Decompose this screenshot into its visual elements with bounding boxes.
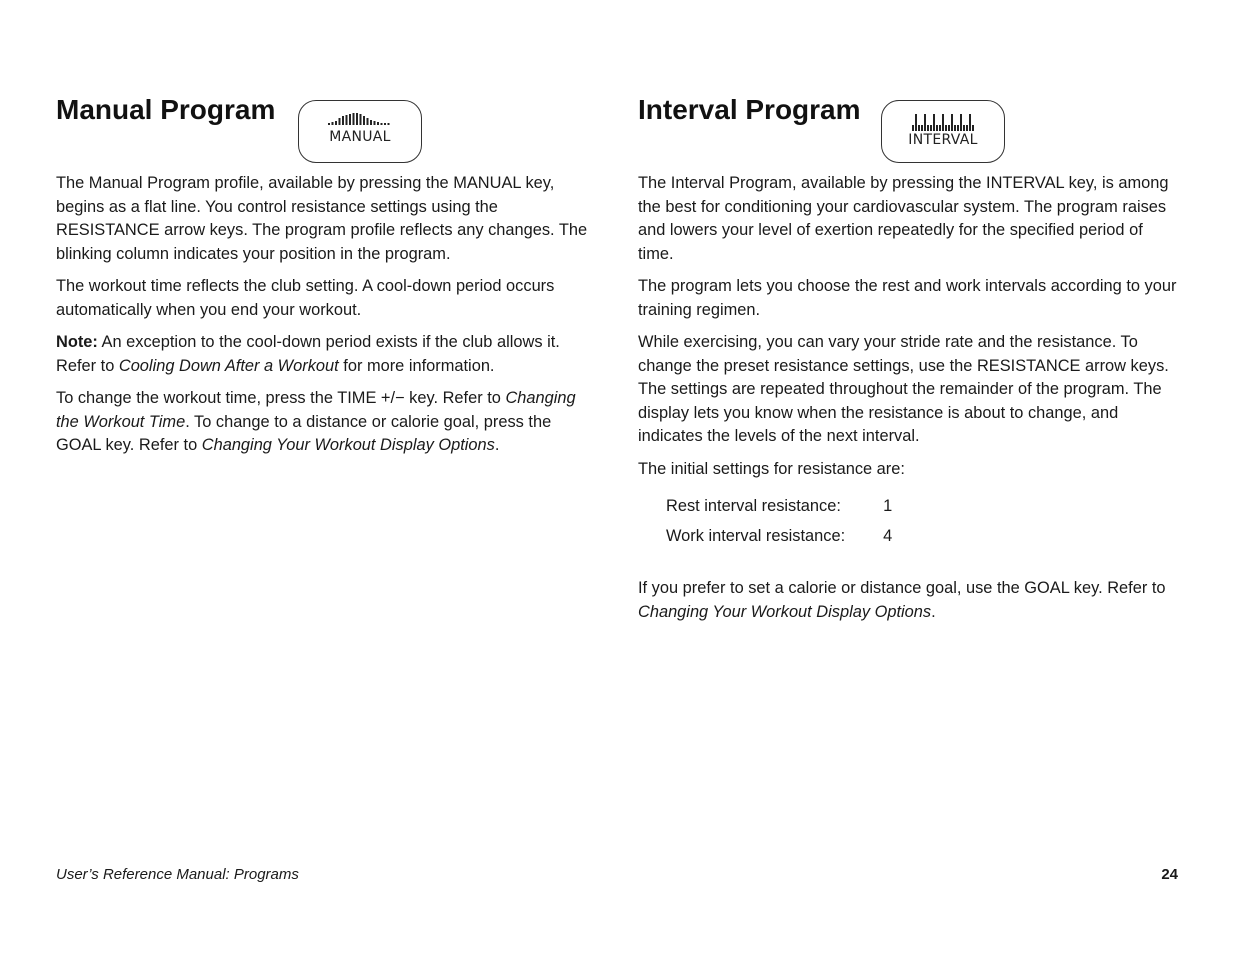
interval-program-header <box>638 94 1178 172</box>
interval-paragraph-3: While exercising, you can vary your stride rate and the resistance. To change the preset resistance settings, use the RESISTANCE arrow keys. The settings are repeated throughout the remainder of the program. The display lets you know when the resistance is about to change, and indicates the levels of the next interval. <box>638 333 1169 445</box>
manual-profile-icon <box>325 111 395 127</box>
setting-value: 1 <box>883 497 893 515</box>
setting-label: Work interval resistance: <box>666 527 846 545</box>
interval-program-section <box>638 94 1178 633</box>
time-instruction: To change the workout time, press the TIME +/− key. Refer to <box>56 389 506 407</box>
interval-paragraph-2: The program lets you choose the rest and work intervals according to your training regimen. <box>638 277 1177 319</box>
goal-instruction: . To change to a distance or calorie goal, press the GOAL key. Refer to <box>56 412 552 454</box>
paragraph-end: . <box>931 602 936 621</box>
resistance-settings-table <box>666 495 892 555</box>
manual-note-paragraph <box>56 331 596 378</box>
manual-paragraph-2: The workout time reflects the club setting. A cool-down period occurs automatically when you end your workout. <box>56 277 555 319</box>
display-options-reference: Changing Your Workout Display Options <box>201 436 495 454</box>
manual-program-section <box>56 94 596 467</box>
manual-paragraph-1: The Manual Program profile, available by pressing the MANUAL key, begins as a flat line. You control resistance settings using the RESISTANCE arrow keys. The program profile reflects any changes. The blinking column indicates your position in the program. <box>56 174 588 263</box>
interval-key-label: INTERVAL <box>908 132 978 148</box>
manual-key-label: MANUAL <box>329 129 391 145</box>
note-text: An exception to the cool-down period exists if the club allows it. Refer to <box>56 333 560 375</box>
page-number: 24 <box>1161 866 1178 883</box>
manual-key-graphic <box>298 100 422 163</box>
note-end: for more information. <box>338 356 495 375</box>
cooling-down-reference: Cooling Down After a Workout <box>118 356 339 375</box>
goal-instruction: If you prefer to set a calorie or distance goal, use the GOAL key. Refer to <box>638 579 1166 597</box>
manual-program-header <box>56 94 596 172</box>
workout-time-reference: Changing the Workout Time <box>56 389 576 431</box>
table-row <box>666 495 892 525</box>
manual-program-title: Manual Program <box>56 94 276 125</box>
note-label: Note: <box>56 333 98 351</box>
footer-title: User’s Reference Manual: Programs <box>56 866 299 883</box>
display-options-reference: Changing Your Workout Display Options <box>638 602 932 621</box>
table-row <box>666 525 892 555</box>
paragraph-end: . <box>494 436 500 454</box>
interval-program-title: Interval Program <box>638 94 861 125</box>
interval-key-graphic <box>881 100 1005 163</box>
interval-profile-icon <box>908 111 978 133</box>
interval-paragraph-1: The Interval Program, available by pressing the INTERVAL key, is among the best for conditioning your cardiovascular system. The program raises and lowers your level of exertion repeatedly for the specified period of time. <box>638 174 1169 263</box>
manual-paragraph-4 <box>56 387 596 458</box>
setting-label: Rest interval resistance: <box>666 497 841 515</box>
interval-paragraph-4: The initial settings for resistance are: <box>638 459 905 478</box>
interval-paragraph-5 <box>638 577 1178 624</box>
setting-value: 4 <box>883 527 893 545</box>
